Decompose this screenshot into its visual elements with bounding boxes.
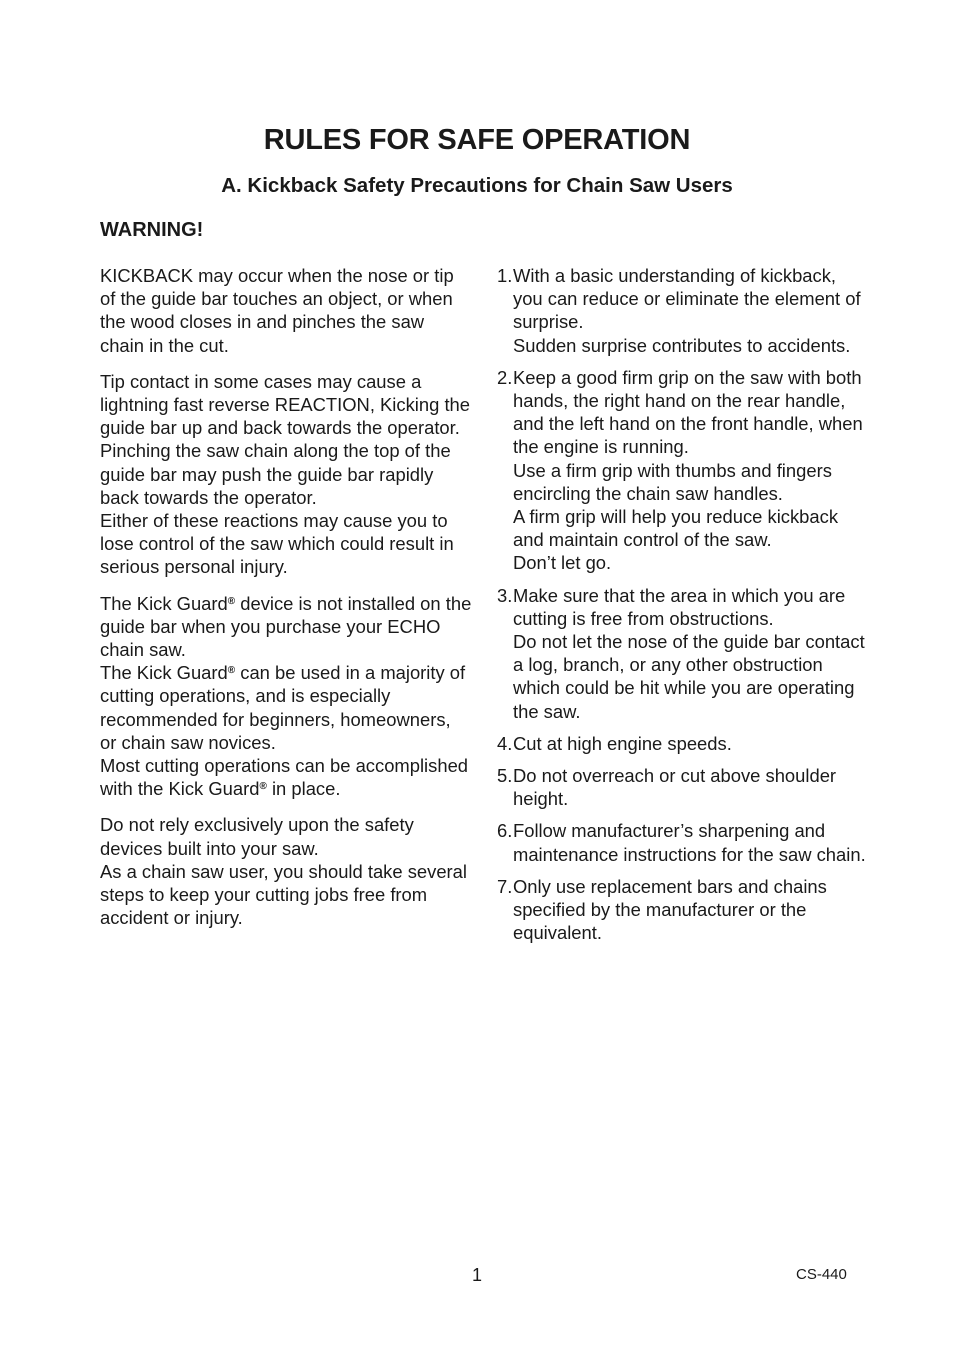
rule-line: Follow manufacturer’s sharpening and maintenance instructions for the saw chain. — [513, 820, 866, 865]
kick-guard-usage-text: The Kick Guard® can be used in a majority of cutting operations, and is especially recommended for beginners, homeowners, or chain saw novices. — [100, 662, 466, 753]
model-number: CS-440 — [796, 1266, 847, 1283]
rule-number: 7. — [497, 875, 513, 897]
rule-line: Use a firm grip with thumbs and fingers encircling the chain saw handles. — [513, 459, 832, 504]
rule-line: With a basic understanding of kickback, you can reduce or eliminate the element of surprise. — [513, 265, 861, 333]
rule-text — [513, 366, 867, 575]
kickback-definition: KICKBACK may occur when the nose or tip of the guide bar touches an object, or when the wood closes in and pinches the saw chain in the cut. — [100, 265, 454, 356]
rule-line: Make sure that the area in which you are cutting is free from obstructions. — [513, 584, 846, 629]
warning-heading: WARNING! — [100, 219, 204, 241]
rule-number: 6. — [497, 820, 513, 842]
registered-mark: ® — [259, 781, 267, 793]
rule-number: 1. — [497, 265, 513, 286]
rule-line: Do not let the nose of the guide bar contact a log, branch, or any other obstruction which could be hit while you are operating the saw. — [513, 631, 865, 722]
registered-mark: ® — [227, 595, 236, 607]
rule-item — [497, 732, 867, 755]
rule-line: A firm grip will help you reduce kickback and maintain control of the saw. — [513, 506, 839, 551]
left-column — [100, 264, 472, 942]
page-title: RULES FOR SAFE OPERATION — [263, 124, 691, 156]
rule-line: Keep a good firm grip on the saw with both hands, the right hand on the rear handle, and the left hand on the front handle, when the engine is running. — [513, 366, 863, 458]
kick-guard-operations-text: Most cutting operations can be accomplished with the Kick Guard® in place. — [100, 755, 469, 800]
rule-text — [513, 819, 867, 865]
rule-item — [497, 875, 867, 945]
rule-line: Don’t let go. — [513, 552, 612, 574]
registered-mark: ® — [227, 665, 236, 677]
rule-number: 5. — [497, 765, 513, 787]
rule-line: Do not overreach or cut above shoulder height. — [513, 765, 837, 810]
rule-number: 4. — [497, 732, 513, 754]
rule-text — [513, 732, 867, 755]
kick-guard-info — [100, 592, 472, 801]
lose-control-text: Either of these reactions may cause you to lose control of the saw which could result in serious personal injury. — [100, 510, 454, 578]
rule-number: 3. — [497, 584, 513, 606]
kick-guard-install-text: The Kick Guard® device is not installed on the guide bar when you purchase your ECHO chain saw. — [100, 592, 472, 661]
section-subtitle: A. Kickback Safety Precautions for Chain Saw Users — [221, 174, 733, 197]
rule-line: Only use replacement bars and chains specified by the manufacturer or the equivalent. — [513, 875, 827, 944]
rule-item — [497, 819, 867, 865]
rule-item — [497, 584, 867, 723]
rule-item — [497, 366, 867, 575]
safety-devices-info — [100, 813, 472, 929]
kickback-reactions — [100, 370, 472, 579]
rule-item — [497, 764, 867, 810]
rules-list — [497, 264, 867, 953]
rule-text — [513, 764, 867, 810]
pinching-text: Pinching the saw chain along the top of the guide bar may push the guide bar rapidly back towards the operator. — [100, 440, 451, 508]
rule-line: Sudden surprise contributes to accidents. — [513, 334, 851, 356]
rule-item — [497, 264, 867, 357]
steps-text: As a chain saw user, you should take several steps to keep your cutting jobs free from accident or injury. — [100, 860, 467, 929]
rule-number: 2. — [497, 366, 513, 388]
rely-text: Do not rely exclusively upon the safety devices built into your saw. — [100, 814, 414, 859]
tip-contact-text: Tip contact in some cases may cause a lightning fast reverse REACTION, Kicking the guide bar up and back towards the operator. — [100, 370, 471, 439]
rule-text — [513, 875, 867, 945]
rule-text — [513, 264, 867, 357]
rule-text — [513, 584, 867, 723]
page-number: 1 — [471, 1265, 482, 1285]
rule-line: Cut at high engine speeds. — [513, 732, 732, 754]
